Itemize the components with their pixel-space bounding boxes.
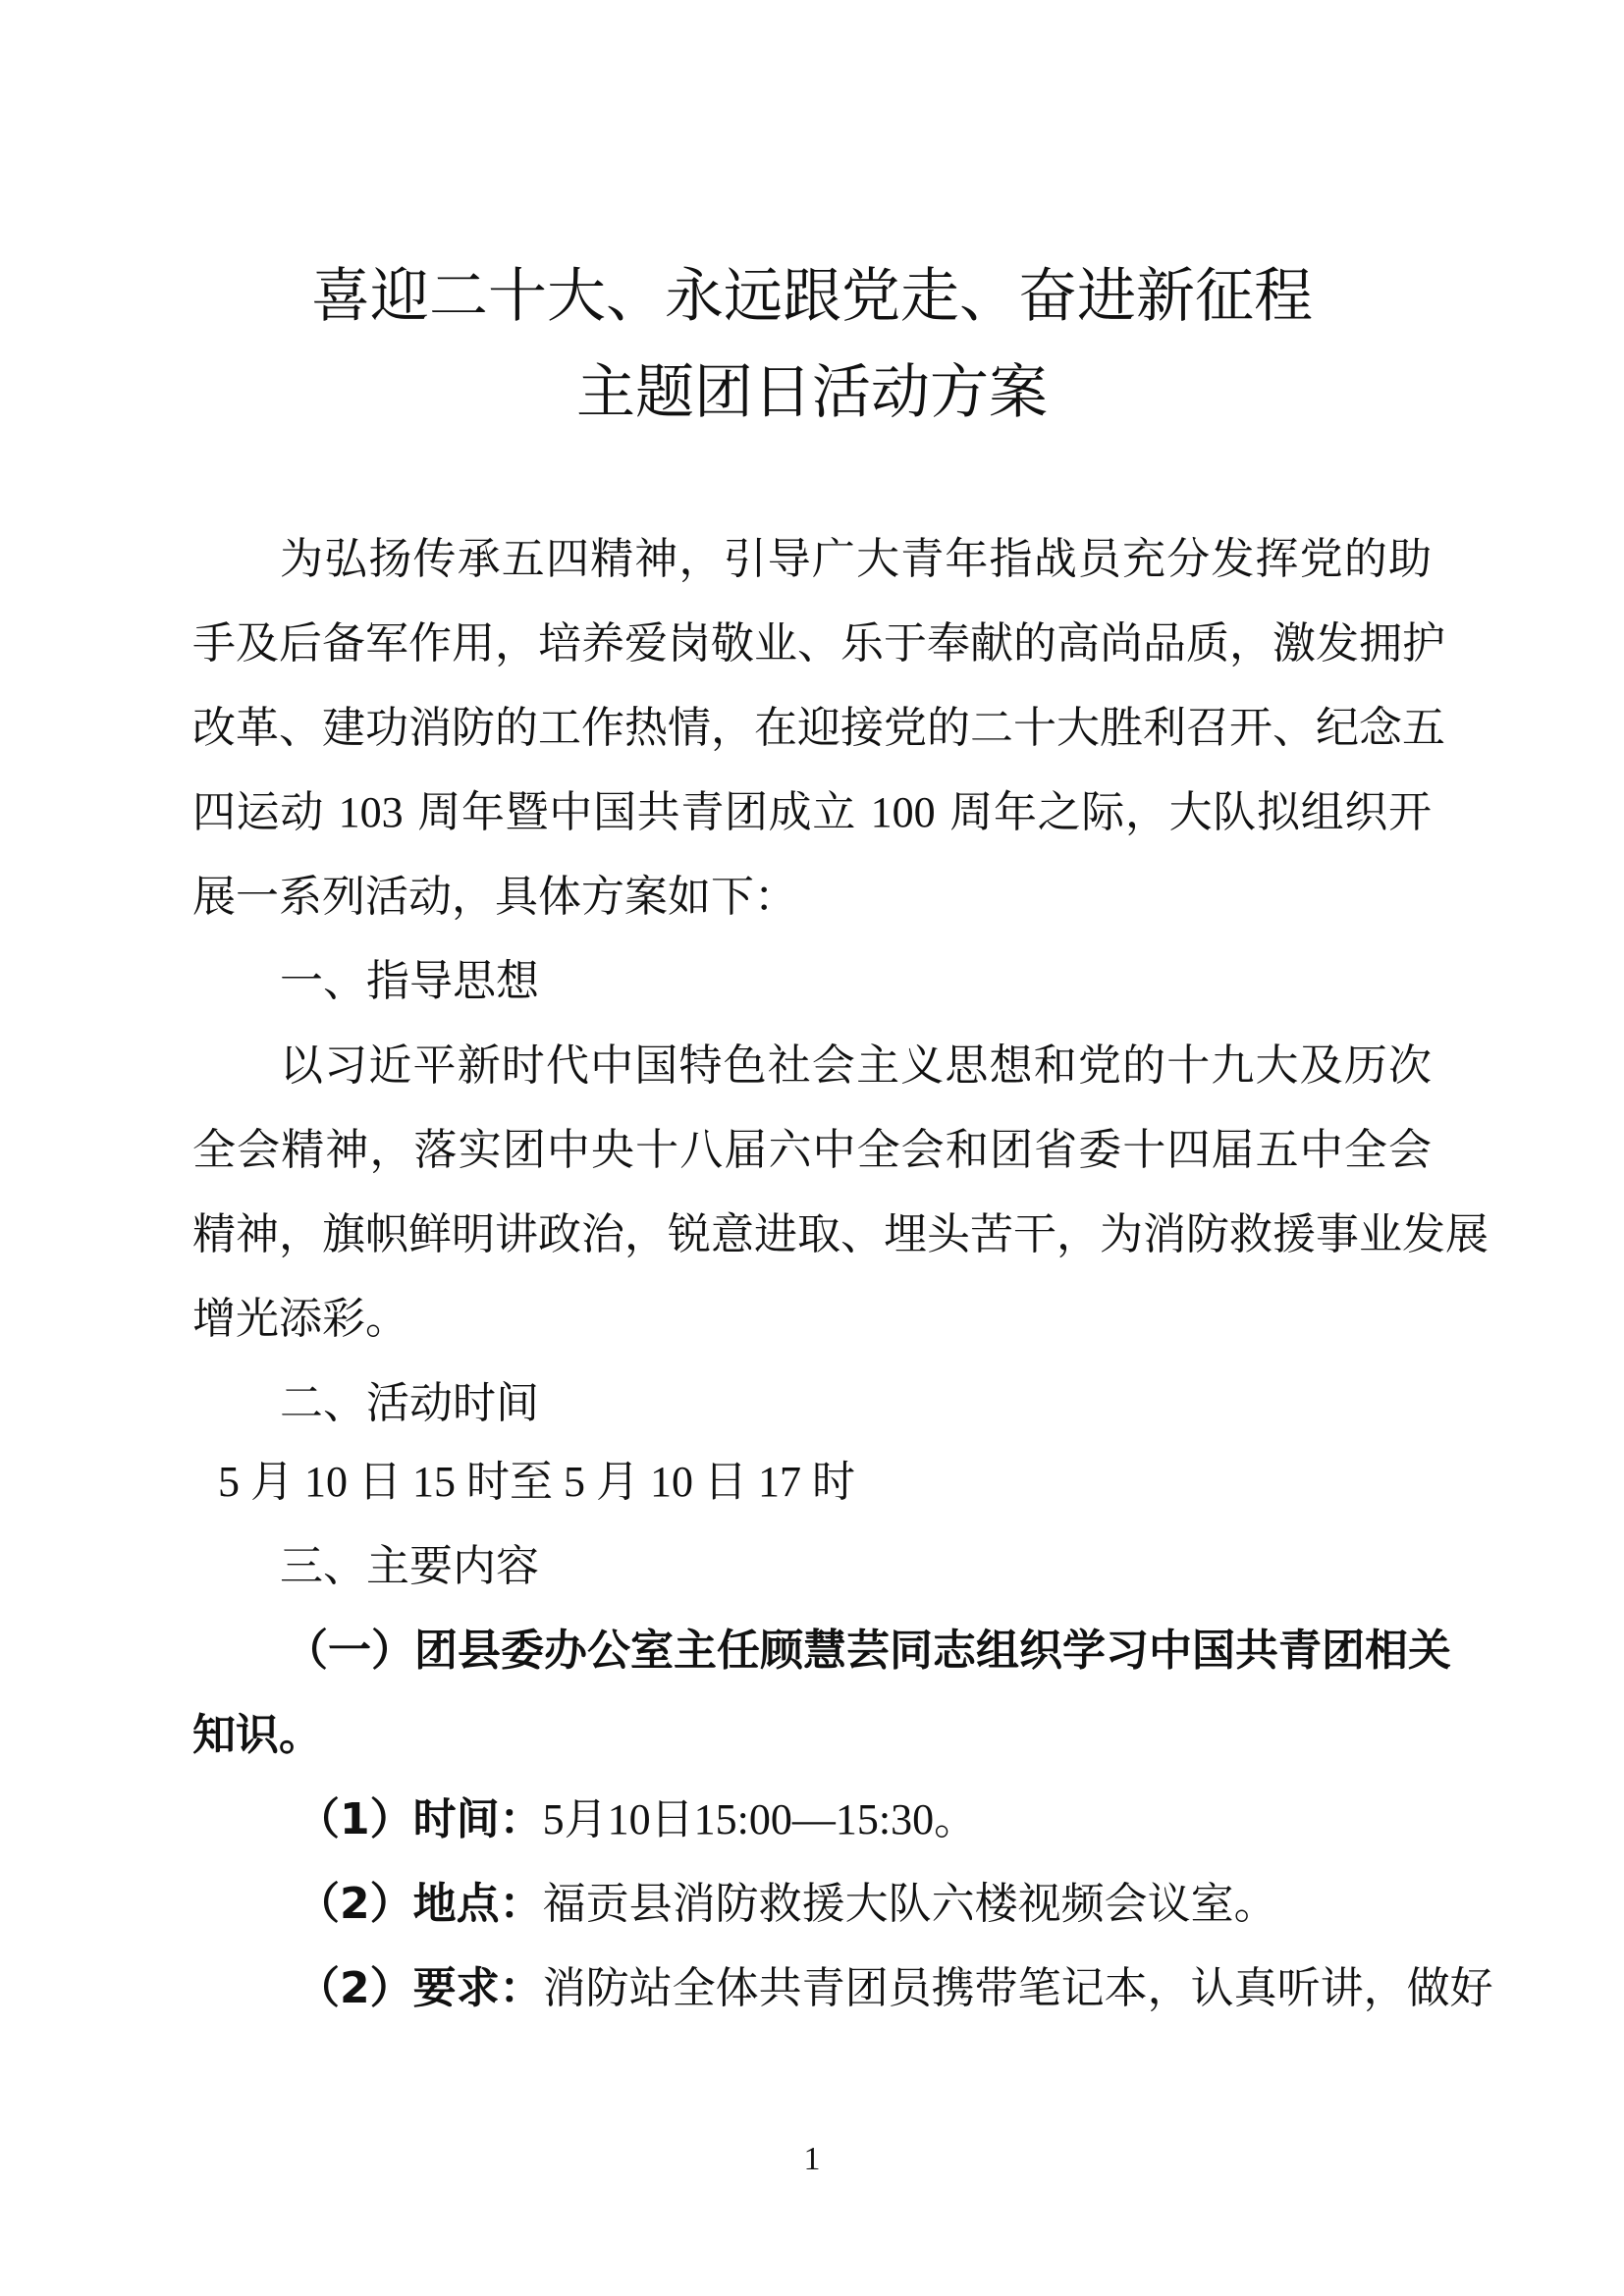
intro-line — [192, 785, 1432, 840]
intro-number: 100 — [870, 788, 936, 836]
intro-line: 为弘扬传承五四精神，引导广大青年指战员充分发挥党的助 — [280, 534, 1432, 584]
intro-line: 展一系列活动，具体方案如下： — [192, 872, 797, 922]
doc-title-line-1: 喜迎二十大、永远跟党走、奋进新征程 — [311, 262, 1313, 331]
item-requirement-label: （2）要求： — [297, 1963, 543, 2013]
section-heading-guiding-ideology: 一、指导思想 — [280, 956, 539, 1006]
item-time-value: 5月10日15:00—15:30。 — [542, 1795, 978, 1843]
item-location-value: 福贡县消防救援大队六楼视频会议室。 — [542, 1879, 1277, 1929]
item-requirement — [297, 1961, 1493, 2016]
section1-line: 全会精神，落实团中央十八届六中全会和团省委十四届五中全会 — [192, 1125, 1432, 1175]
subsection-heading-1: （一）团县委办公室主任顾慧芸同志组织学习中国共青团相关 — [285, 1626, 1451, 1676]
intro-text: 周年暨中国共青团成立 — [403, 787, 871, 837]
intro-line: 改革、建功消防的工作热情，在迎接党的二十大胜利召开、纪念五 — [192, 703, 1445, 753]
section-heading-main-content: 三、主要内容 — [280, 1541, 539, 1591]
section1-line: 精神，旗帜鲜明讲政治，锐意进取、埋头苦干，为消防救援事业发展 — [192, 1209, 1489, 1259]
subsection-heading-1-cont: 知识。 — [192, 1710, 322, 1760]
item-time — [297, 1792, 1432, 1847]
page-number: 1 — [803, 2141, 821, 2177]
section1-line: 以习近平新时代中国特色社会主义思想和党的十九大及历次 — [280, 1041, 1432, 1091]
item-location — [297, 1877, 1432, 1932]
activity-time-value — [218, 1455, 1457, 1510]
section-heading-activity-time: 二、活动时间 — [280, 1378, 539, 1428]
activity-time-text: 5 月 10 日 15 时至 5 月 10 日 17 时 — [218, 1458, 855, 1506]
item-requirement-value: 消防站全体共青团员携带笔记本，认真听讲，做好 — [542, 1963, 1493, 2013]
intro-text: 周年之际，大队拟组织开 — [935, 787, 1432, 837]
intro-line: 手及后备军作用，培养爱岗敬业、乐于奉献的高尚品质，激发拥护 — [192, 618, 1445, 668]
item-location-label: （2）地点： — [297, 1879, 543, 1929]
section1-line: 增光添彩。 — [192, 1294, 408, 1344]
doc-title-line-2: 主题团日活动方案 — [576, 358, 1048, 427]
item-time-label: （1）时间： — [297, 1794, 543, 1844]
intro-number: 103 — [338, 788, 404, 836]
intro-text: 四运动 — [192, 787, 339, 837]
